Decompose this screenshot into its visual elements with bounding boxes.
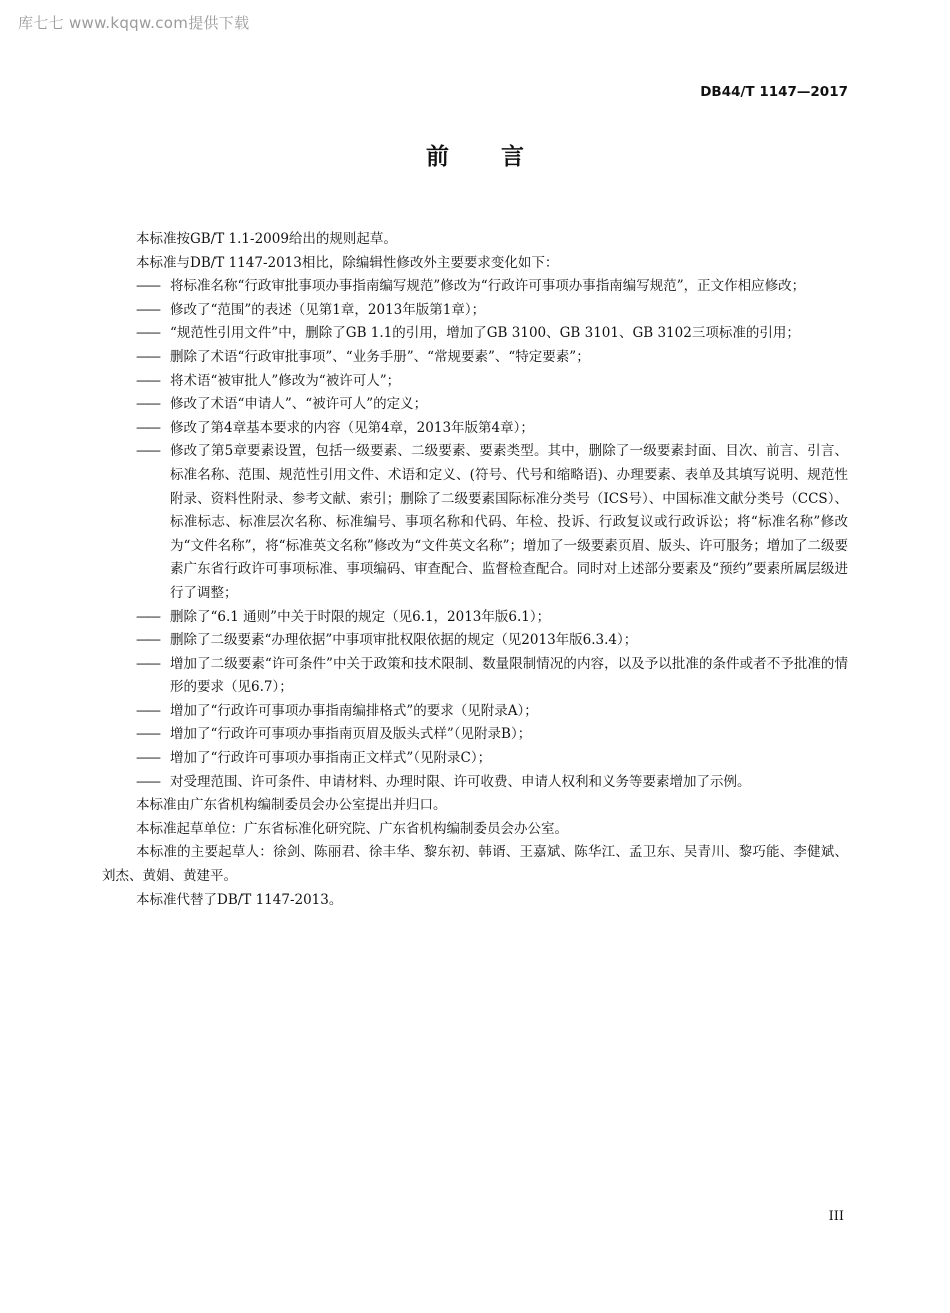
change-text: 修改了第4章基本要求的内容（见第4章，2013年版第4章）；	[170, 419, 534, 436]
change-text: 增加了“行政许可事项办事指南编排格式”的要求（见附录A）；	[170, 702, 538, 719]
dash-marker: ——	[136, 632, 159, 649]
change-text: 修改了第5章要素设置，包括一级要素、二级要素、要素类型。其中，删除了一级要素封面、目次、前言、引言、标准名称、范围、规范性引用文件、术语和定义、(符号、代号和缩略语)、办理要素、表单及其填写说明、规范性附录、资料性附录、参考文献、索引；删除了二级要素国际标准分类号（ICS号）、中国标准文献分类号（CCS）、标准标志、标准层次名称、标准编号、事项名称和代码、年检、投诉、行政复议或行政诉讼；将“标准名称”修改为“文件名称”，将“标准英文名称”修改为“文件英文名称”；增加了一级要素页眉、版头、许可服务；增加了二级要素广东省行政许可事项标准、事项编码、审查配合、监督检查配合。同时对上述部分要素及“预约”要素所属层级进行了调整；	[170, 443, 848, 601]
change-text: 删除了术语“行政审批事项”、“业务手册”、“常规要素”、“特定要素”；	[170, 348, 590, 365]
dash-marker: ——	[136, 301, 159, 318]
change-text: 将术语“被审批人”修改为“被许可人”；	[170, 372, 401, 389]
dash-marker: ——	[136, 608, 159, 625]
watermark: 库七七 www.kqqw.com提供下载	[18, 14, 250, 32]
dash-marker: ——	[136, 278, 159, 295]
dash-marker: ——	[136, 348, 159, 365]
dash-marker: ——	[136, 655, 159, 672]
change-item	[102, 299, 848, 323]
change-item	[102, 370, 848, 394]
change-text: 将标准名称“行政审批事项办事指南编写规范”修改为“行政许可事项办事指南编写规范”，正文作相应修改；	[170, 278, 806, 295]
dash-marker: ——	[136, 443, 159, 460]
change-text: 增加了“行政许可事项办事指南正文样式”（见附录C）；	[170, 750, 492, 767]
intro-paragraph: 本标准与DB/T 1147-2013相比，除编辑性修改外主要要求变化如下：	[136, 254, 559, 271]
change-item	[102, 653, 848, 700]
change-text: 修改了术语“申请人”、“被许可人”的定义；	[170, 396, 428, 413]
change-text: 修改了“范围”的表述（见第1章，2013年版第1章）；	[170, 301, 486, 318]
change-text: 删除了“6.1 通则”中关于时限的规定（见6.1，2013年版6.1）；	[170, 608, 551, 625]
change-text: 增加了二级要素“许可条件”中关于政策和技术限制、数量限制情况的内容，以及予以批准的条件或者不予批准的情形的要求（见6.7）；	[170, 655, 848, 696]
change-item	[102, 606, 848, 630]
change-item	[102, 440, 848, 605]
closing-paragraph: 本标准由广东省机构编制委员会办公室提出并归口。	[136, 797, 447, 814]
change-item	[102, 417, 848, 441]
change-text: “规范性引用文件”中，删除了GB 1.1的引用，增加了GB 3100、GB 3101、GB 3102三项标准的引用；	[170, 325, 800, 342]
dash-marker: ——	[136, 419, 159, 436]
change-item	[102, 700, 848, 724]
change-item	[102, 275, 848, 299]
dash-marker: ——	[136, 750, 159, 767]
dash-marker: ——	[136, 702, 159, 719]
dash-marker: ——	[136, 325, 159, 342]
document-body	[102, 228, 848, 912]
change-text: 删除了二级要素“办理依据”中事项审批权限依据的规定（见2013年版6.3.4）；	[170, 632, 638, 649]
change-item	[102, 723, 848, 747]
page-number: III	[828, 1209, 844, 1224]
dash-marker: ——	[136, 396, 159, 413]
change-item	[102, 322, 848, 346]
change-text: 增加了“行政许可事项办事指南页眉及版头式样”（见附录B）；	[170, 726, 532, 743]
change-item	[102, 771, 848, 795]
page-title: 前言	[426, 144, 576, 170]
change-item	[102, 747, 848, 771]
change-item	[102, 629, 848, 653]
closing-paragraph: 本标准代替了DB/T 1147-2013。	[136, 891, 343, 908]
dash-marker: ——	[136, 773, 159, 790]
document-code: DB44/T 1147—2017	[700, 84, 848, 100]
dash-marker: ——	[136, 372, 159, 389]
change-text: 对受理范围、许可条件、申请材料、办理时限、许可收费、申请人权利和义务等要素增加了示例。	[170, 773, 751, 790]
change-item	[102, 393, 848, 417]
change-item	[102, 346, 848, 370]
closing-paragraph: 本标准的主要起草人：徐剑、陈丽君、徐丰华、黎东初、韩谞、王嘉斌、陈华江、孟卫东、吴青川、黎巧能、李健斌、刘杰、黄娟、黄建平。	[102, 844, 848, 885]
intro-paragraph: 本标准按GB/T 1.1-2009给出的规则起草。	[136, 231, 397, 247]
closing-paragraph: 本标准起草单位：广东省标准化研究院、广东省机构编制委员会办公室。	[136, 820, 568, 837]
dash-marker: ——	[136, 726, 159, 743]
